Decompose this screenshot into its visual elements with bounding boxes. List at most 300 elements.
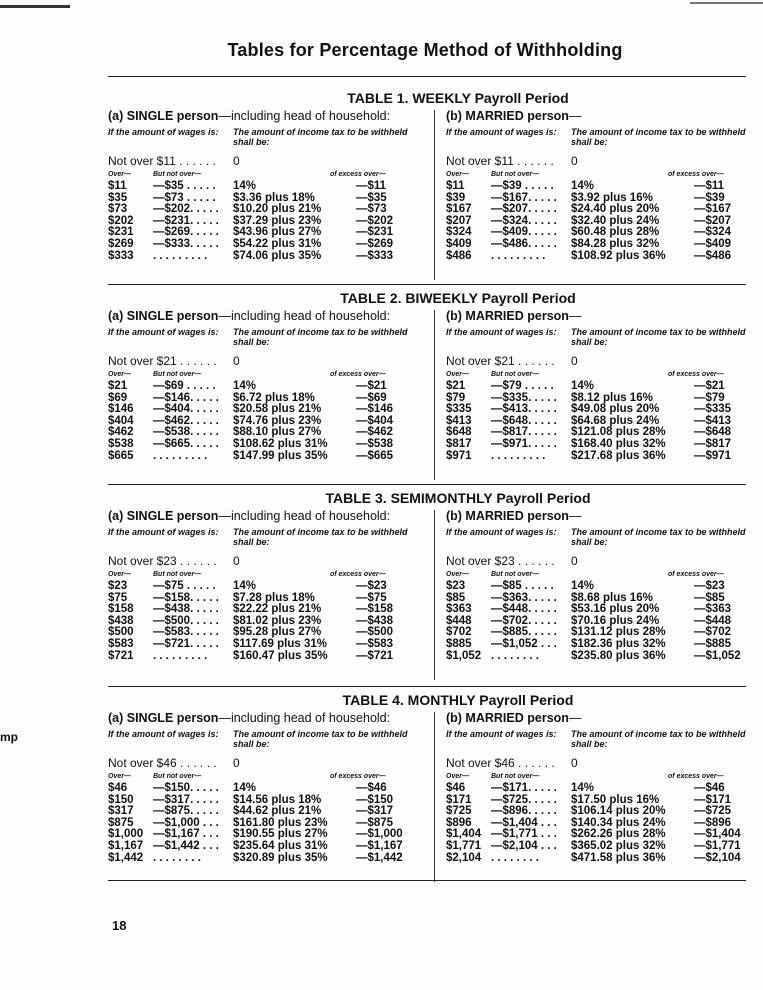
over-subheader: Over— — [446, 171, 469, 178]
over-cell: $23 — [446, 580, 466, 592]
tax-cell: $108.62 plus 31% — [233, 437, 328, 450]
but-not-over-cell: —$1,442 . . . — [153, 839, 219, 852]
excess-over-cell: —$333 — [356, 249, 394, 262]
excess-over-cell: —$817 — [694, 437, 732, 450]
tax-header: The amount of income tax to be withheld shall be: — [233, 527, 408, 547]
but-not-over-cell: —$150. . . . . — [153, 782, 219, 794]
excess-over-cell: —$725 — [694, 805, 732, 818]
tax-cell: $8.68 plus 16% — [571, 591, 653, 604]
excess-subheader: of excess over— — [330, 371, 386, 378]
over-cell: $171 — [446, 793, 472, 806]
over-cell: $69 — [108, 391, 128, 404]
tax-cell: $88.10 plus 27% — [233, 426, 322, 439]
not-over-text: Not over $21 . . . . . . — [108, 354, 217, 368]
tax-cell: $140.34 plus 24% — [571, 816, 666, 829]
married-person-column — [446, 108, 763, 262]
excess-over-cell: —$73 — [356, 203, 387, 216]
over-cell: $317 — [108, 805, 134, 818]
excess-over-cell: —$35 — [356, 191, 387, 204]
but-not-over-cell: —$648. . . . . — [491, 414, 557, 427]
tax-cell: 14% — [233, 180, 257, 192]
but-not-over-cell: —$1,000 . . . — [153, 816, 219, 829]
excess-over-cell: —$1,000 — [356, 828, 403, 841]
over-cell: $702 — [446, 626, 472, 639]
not-over-text: Not over $23 . . . . . . — [108, 554, 217, 568]
tax-cell: $54.22 plus 31% — [233, 237, 322, 250]
excess-over-cell: —$702 — [694, 626, 732, 639]
table-title: TABLE 1. WEEKLY Payroll Period — [347, 90, 569, 106]
but-not-over-cell: —$448. . . . . — [491, 603, 557, 616]
but-not-over-cell: —$269. . . . . — [153, 226, 219, 239]
table-row — [108, 841, 428, 853]
tax-cell: $8.12 plus 16% — [571, 391, 653, 404]
excess-over-cell: —$317 — [356, 805, 394, 818]
not-over-value: 0 — [233, 354, 240, 368]
married-heading-suffix: — — [568, 309, 582, 323]
but-not-over-cell: —$404. . . . . — [153, 403, 219, 416]
not-over-row — [446, 353, 763, 369]
table-separator-rule — [108, 686, 746, 687]
table-row — [446, 181, 763, 193]
excess-over-cell: —$231 — [356, 226, 394, 239]
tax-cell: $106.14 plus 20% — [571, 805, 666, 818]
over-cell: $448 — [446, 614, 472, 627]
but-not-over-cell: —$438. . . . . — [153, 603, 219, 616]
excess-subheader: of excess over— — [330, 171, 386, 178]
over-subheader: Over— — [108, 773, 131, 780]
tax-cell: $17.50 plus 16% — [571, 793, 660, 806]
over-cell: $409 — [446, 237, 472, 250]
excess-over-cell: —$413 — [694, 414, 732, 427]
over-cell: $817 — [446, 437, 472, 450]
excess-over-cell: —$404 — [356, 414, 394, 427]
over-cell: $11 — [108, 180, 127, 192]
single-person-column — [108, 108, 428, 262]
table-row — [446, 439, 763, 451]
excess-over-cell: —$171 — [694, 793, 732, 806]
single-heading-suffix: —including head of household: — [218, 509, 391, 523]
table-row — [446, 639, 763, 651]
but-not-over-cell: —$725. . . . . — [491, 793, 557, 806]
table-row — [446, 783, 763, 795]
excess-over-cell: —$538 — [356, 437, 394, 450]
over-cell: $1,000 — [108, 828, 144, 841]
single-heading — [108, 508, 428, 525]
excess-over-cell: —$207 — [694, 214, 732, 227]
married-heading-suffix: — — [568, 109, 582, 123]
tax-header: The amount of income tax to be withheld shall be: — [571, 527, 746, 547]
but-not-over-cell: —$363. . . . . — [491, 591, 557, 604]
tax-cell: $235.80 plus 36% — [571, 649, 666, 662]
over-cell: $21 — [108, 380, 128, 392]
wages-header: If the amount of wages is: — [108, 729, 219, 739]
over-cell: $648 — [446, 426, 472, 439]
excess-over-cell: —$648 — [694, 426, 732, 439]
table-row — [446, 381, 763, 393]
married-heading — [446, 308, 763, 325]
wages-header: If the amount of wages is: — [108, 127, 219, 137]
not-over-row — [108, 353, 428, 369]
tax-cell: $84.28 plus 32% — [571, 237, 660, 250]
not-over-text: Not over $21 . . . . . . — [446, 354, 555, 368]
tax-header: The amount of income tax to be withheld shall be: — [571, 729, 746, 749]
excess-over-cell: —$448 — [694, 614, 732, 627]
excess-over-cell: —$23 — [694, 580, 725, 592]
over-cell: $438 — [108, 614, 134, 627]
table-separator-rule — [108, 284, 746, 285]
table-row — [108, 439, 428, 451]
tax-cell: $160.47 plus 35% — [233, 649, 328, 662]
but-not-over-subheader: But not over— — [153, 171, 202, 178]
column-headers — [108, 127, 428, 153]
tax-header: The amount of income tax to be withheld shall be: — [233, 327, 408, 347]
over-cell: $21 — [446, 380, 466, 392]
table-row — [108, 251, 428, 263]
but-not-over-cell: —$413. . . . . — [491, 403, 557, 416]
single-heading-label: (a) SINGLE person — [108, 711, 219, 725]
wages-header: If the amount of wages is: — [108, 327, 219, 337]
tax-cell: 14% — [233, 380, 257, 392]
tax-cell: $74.76 plus 23% — [233, 414, 322, 427]
over-cell: $363 — [446, 603, 472, 616]
tax-header: The amount of income tax to be withheld shall be: — [571, 327, 746, 347]
excess-over-cell: —$146 — [356, 403, 394, 416]
but-not-over-subheader: But not over— — [153, 571, 202, 578]
title-rule — [108, 76, 746, 77]
but-not-over-subheader: But not over— — [153, 773, 202, 780]
tax-cell: $74.06 plus 35% — [233, 249, 322, 262]
married-heading-label: (b) MARRIED person — [446, 509, 569, 523]
excess-over-cell: —$896 — [694, 816, 732, 829]
excess-over-cell: —$409 — [694, 237, 732, 250]
over-cell: $35 — [108, 191, 128, 204]
but-not-over-cell: —$500. . . . . — [153, 614, 219, 627]
wages-header: If the amount of wages is: — [446, 327, 557, 337]
table-separator-rule — [108, 484, 746, 485]
tax-cell: $471.58 plus 36% — [571, 851, 666, 864]
column-headers — [446, 527, 763, 553]
over-cell: $665 — [108, 449, 134, 462]
withholding-table-4 — [108, 690, 748, 885]
tax-header: The amount of income tax to be withheld shall be: — [233, 729, 408, 749]
over-cell: $462 — [108, 426, 134, 439]
tax-cell: $7.28 plus 18% — [233, 591, 315, 604]
table-row — [108, 853, 428, 865]
excess-subheader: of excess over— — [668, 571, 724, 578]
over-cell: $146 — [108, 403, 134, 416]
table-row — [446, 251, 763, 263]
column-headers — [446, 327, 763, 353]
over-cell: $150 — [108, 793, 134, 806]
excess-over-cell: —$69 — [356, 391, 387, 404]
tax-cell: $95.28 plus 27% — [233, 626, 322, 639]
withholding-table-3 — [108, 488, 748, 683]
tax-cell: $365.02 plus 32% — [571, 839, 666, 852]
over-cell: $885 — [446, 637, 472, 650]
table-title: TABLE 2. BIWEEKLY Payroll Period — [340, 290, 576, 306]
but-not-over-cell: . . . . . . . . — [153, 851, 201, 864]
table-row — [108, 639, 428, 651]
but-not-over-cell: —$333. . . . . — [153, 237, 219, 250]
single-person-column — [108, 710, 428, 864]
table-row — [108, 783, 428, 795]
but-not-over-cell: . . . . . . . . — [491, 851, 539, 864]
excess-over-cell: —$363 — [694, 603, 732, 616]
over-cell: $725 — [446, 805, 472, 818]
column-divider — [434, 310, 435, 480]
tax-cell: $49.08 plus 20% — [571, 403, 660, 416]
tax-cell: $81.02 plus 23% — [233, 614, 322, 627]
but-not-over-cell: . . . . . . . . . — [491, 449, 546, 462]
not-over-row — [446, 755, 763, 771]
excess-subheader: of excess over— — [668, 171, 724, 178]
tax-cell: $64.68 plus 24% — [571, 414, 660, 427]
excess-over-cell: —$462 — [356, 426, 394, 439]
over-cell: $231 — [108, 226, 134, 239]
tax-cell: $70.16 plus 24% — [571, 614, 660, 627]
married-heading — [446, 108, 763, 125]
excess-over-cell: —$971 — [694, 449, 732, 462]
wages-header: If the amount of wages is: — [108, 527, 219, 537]
not-over-row — [446, 553, 763, 569]
excess-over-cell: —$202 — [356, 214, 394, 227]
tax-cell: $10.20 plus 21% — [233, 203, 322, 216]
not-over-value: 0 — [233, 154, 240, 168]
over-cell: $333 — [108, 249, 134, 262]
scan-edge-mark — [0, 5, 70, 8]
not-over-value: 0 — [233, 756, 240, 770]
over-subheader: Over— — [108, 171, 131, 178]
but-not-over-cell: —$317. . . . . — [153, 793, 219, 806]
page-number: 18 — [112, 918, 127, 933]
single-person-column — [108, 308, 428, 462]
not-over-row — [108, 755, 428, 771]
but-not-over-cell: —$409. . . . . — [491, 226, 557, 239]
but-not-over-cell: —$202. . . . . — [153, 203, 219, 216]
over-cell: $39 — [446, 191, 466, 204]
but-not-over-cell: —$39 . . . . . — [491, 180, 554, 192]
tax-cell: $24.40 plus 20% — [571, 203, 660, 216]
over-cell: $75 — [108, 591, 128, 604]
column-headers — [108, 527, 428, 553]
excess-over-cell: —$11 — [694, 180, 725, 192]
not-over-row — [446, 153, 763, 169]
single-heading-label: (a) SINGLE person — [108, 309, 219, 323]
single-person-column — [108, 508, 428, 662]
column-headers — [108, 729, 428, 755]
over-cell: $875 — [108, 816, 134, 829]
tax-cell: $217.68 plus 36% — [571, 449, 666, 462]
excess-over-cell: —$1,167 — [356, 839, 403, 852]
excess-over-cell: —$21 — [694, 380, 725, 392]
married-heading-suffix: — — [568, 509, 582, 523]
over-cell: $11 — [446, 180, 465, 192]
not-over-row — [108, 553, 428, 569]
column-headers — [446, 127, 763, 153]
tax-cell: $60.48 plus 28% — [571, 226, 660, 239]
column-headers — [108, 327, 428, 353]
but-not-over-cell: —$1,167 . . . — [153, 828, 219, 841]
table-row — [108, 181, 428, 193]
but-not-over-cell: —$1,771 . . . — [491, 828, 557, 841]
excess-over-cell: —$1,771 — [694, 839, 741, 852]
table-row — [108, 451, 428, 463]
table-end-rule — [108, 880, 746, 881]
but-not-over-cell: —$583. . . . . — [153, 626, 219, 639]
married-heading — [446, 710, 763, 727]
over-cell: $23 — [108, 580, 128, 592]
over-cell: $73 — [108, 203, 128, 216]
over-cell: $721 — [108, 649, 134, 662]
excess-over-cell: —$438 — [356, 614, 394, 627]
tax-cell: $320.89 plus 35% — [233, 851, 328, 864]
excess-over-cell: —$85 — [694, 591, 725, 604]
tax-cell: 14% — [233, 782, 257, 794]
table-title: TABLE 4. MONTHLY Payroll Period — [342, 692, 574, 708]
but-not-over-cell: . . . . . . . . . — [153, 449, 208, 462]
but-not-over-cell: —$75 . . . . . — [153, 580, 216, 592]
single-heading-suffix: —including head of household: — [218, 109, 391, 123]
over-cell: $971 — [446, 449, 472, 462]
excess-over-cell: —$167 — [694, 203, 732, 216]
tax-cell: $121.08 plus 28% — [571, 426, 666, 439]
but-not-over-cell: —$324. . . . . — [491, 214, 557, 227]
tax-cell: $262.26 plus 28% — [571, 828, 666, 841]
over-cell: $269 — [108, 237, 134, 250]
tax-cell: $14.56 plus 18% — [233, 793, 322, 806]
married-heading-label: (b) MARRIED person — [446, 309, 569, 323]
but-not-over-cell: —$1,052 . . . — [491, 637, 557, 650]
excess-over-cell: —$11 — [356, 180, 387, 192]
excess-over-cell: —$721 — [356, 649, 394, 662]
tax-cell: $37.29 plus 23% — [233, 214, 322, 227]
but-not-over-cell: —$1,404 . . . — [491, 816, 557, 829]
tax-cell: $44.62 plus 21% — [233, 805, 322, 818]
tax-cell: 14% — [571, 180, 595, 192]
table-row — [108, 581, 428, 593]
table-row — [108, 651, 428, 663]
tax-cell: $3.92 plus 16% — [571, 191, 653, 204]
excess-subheader: of excess over— — [330, 773, 386, 780]
over-cell: $1,442 — [108, 851, 144, 864]
excess-over-cell: —$46 — [356, 782, 387, 794]
excess-over-cell: —$665 — [356, 449, 394, 462]
over-cell: $2,104 — [446, 851, 482, 864]
but-not-over-cell: . . . . . . . . . — [491, 249, 546, 262]
not-over-text: Not over $46 . . . . . . — [446, 756, 555, 770]
table-row — [446, 451, 763, 463]
not-over-value: 0 — [233, 554, 240, 568]
over-subheader: Over— — [108, 571, 131, 578]
but-not-over-cell: —$486. . . . . — [491, 237, 557, 250]
tax-cell: $235.64 plus 31% — [233, 839, 328, 852]
single-heading-label: (a) SINGLE person — [108, 509, 219, 523]
not-over-text: Not over $11 . . . . . . — [108, 154, 216, 168]
excess-over-cell: —$885 — [694, 637, 732, 650]
but-not-over-cell: —$167. . . . . — [491, 191, 557, 204]
not-over-row — [108, 153, 428, 169]
but-not-over-cell: . . . . . . . . — [491, 649, 539, 662]
table-row — [446, 853, 763, 865]
single-heading-suffix: —including head of household: — [218, 711, 391, 725]
tax-cell: 14% — [571, 580, 595, 592]
tax-cell: $147.99 plus 35% — [233, 449, 328, 462]
but-not-over-cell: —$146. . . . . — [153, 391, 219, 404]
over-cell: $46 — [108, 782, 128, 794]
withholding-table-1 — [108, 88, 748, 283]
but-not-over-cell: —$665. . . . . — [153, 437, 219, 450]
single-heading — [108, 308, 428, 325]
but-not-over-cell: —$335. . . . . — [491, 391, 557, 404]
married-heading-label: (b) MARRIED person — [446, 109, 569, 123]
but-not-over-cell: —$462. . . . . — [153, 414, 219, 427]
but-not-over-cell: —$158. . . . . — [153, 591, 219, 604]
table-row — [108, 239, 428, 251]
over-cell: $85 — [446, 591, 466, 604]
but-not-over-cell: —$896. . . . . — [491, 805, 557, 818]
married-person-column — [446, 508, 763, 662]
column-divider — [434, 510, 435, 680]
but-not-over-cell: —$69 . . . . . — [153, 380, 216, 392]
excess-over-cell: —$324 — [694, 226, 732, 239]
but-not-over-cell: —$231. . . . . — [153, 214, 219, 227]
scan-edge-mark — [690, 2, 763, 4]
over-cell: $202 — [108, 214, 134, 227]
excess-over-cell: —$1,052 — [694, 649, 741, 662]
but-not-over-cell: —$817. . . . . — [491, 426, 557, 439]
but-not-over-subheader: But not over— — [491, 371, 540, 378]
but-not-over-subheader: But not over— — [491, 773, 540, 780]
over-cell: $1,771 — [446, 839, 482, 852]
over-cell: $158 — [108, 603, 134, 616]
column-headers — [446, 729, 763, 755]
margin-text: mp — [0, 730, 18, 744]
but-not-over-cell: —$885. . . . . — [491, 626, 557, 639]
excess-subheader: of excess over— — [330, 571, 386, 578]
page-title: Tables for Percentage Method of Withholding — [227, 40, 623, 60]
tax-header: The amount of income tax to be withheld shall be: — [571, 127, 746, 147]
tax-cell: $32.40 plus 24% — [571, 214, 660, 227]
but-not-over-cell: —$73 . . . . . — [153, 191, 216, 204]
tax-header: The amount of income tax to be withheld shall be: — [233, 127, 408, 147]
but-not-over-cell: —$79 . . . . . — [491, 380, 554, 392]
over-cell: $404 — [108, 414, 134, 427]
single-heading — [108, 108, 428, 125]
over-subheader: Over— — [446, 571, 469, 578]
tax-cell: $168.40 plus 32% — [571, 437, 666, 450]
but-not-over-subheader: But not over— — [491, 171, 540, 178]
but-not-over-cell: —$171. . . . . — [491, 782, 557, 794]
table-row — [446, 651, 763, 663]
excess-over-cell: —$39 — [694, 191, 725, 204]
over-cell: $335 — [446, 403, 472, 416]
tax-cell: 14% — [571, 380, 595, 392]
but-not-over-cell: —$721. . . . . — [153, 637, 219, 650]
table-row — [108, 381, 428, 393]
single-heading-label: (a) SINGLE person — [108, 109, 219, 123]
table-row — [446, 239, 763, 251]
withholding-table-2 — [108, 288, 748, 483]
tax-cell: $53.16 plus 20% — [571, 603, 660, 616]
excess-over-cell: —$583 — [356, 637, 394, 650]
but-not-over-cell: . . . . . . . . . — [153, 649, 208, 662]
over-cell: $896 — [446, 816, 472, 829]
excess-over-cell: —$158 — [356, 603, 394, 616]
married-person-column — [446, 308, 763, 462]
tax-cell: $3.36 plus 18% — [233, 191, 315, 204]
married-heading — [446, 508, 763, 525]
married-person-column — [446, 710, 763, 864]
